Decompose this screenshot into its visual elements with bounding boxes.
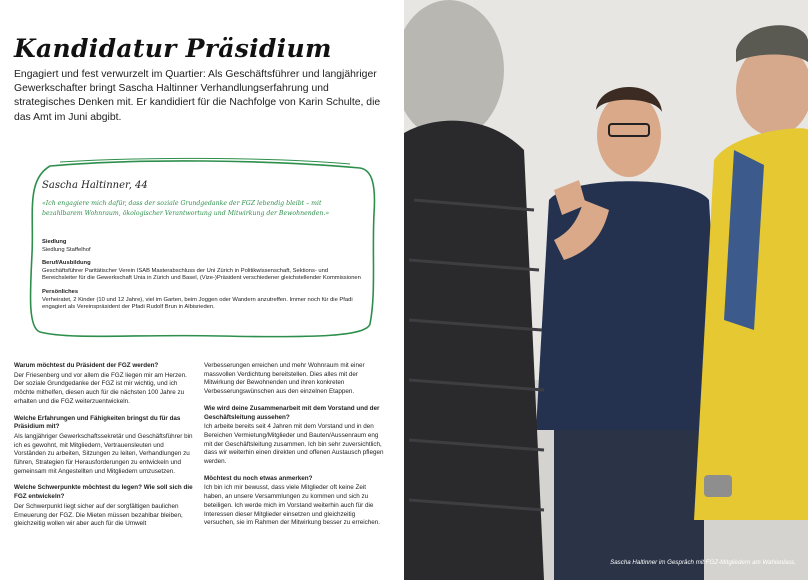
candidate-profile-card [30, 162, 365, 334]
interview-answer: Als langjähriger Gewerkschaftssekretär und Geschäftsführer bin ich es gewohnt, mit Mitgliedern, Vertrauensleuten und Vorständen zu arbeiten, Sitzungen zu leiten, Verhandlungen zu führen, Strategien für Herausforderungen zu entwickeln und gemeinsam mit Angestellten und Mitgliedern umzusetzen. [14, 432, 193, 475]
interview-answer: Verbesserungen erreichen und mehr Wohnraum mit einer massvollen Verdichtung bereitstellen. Dies alles mit der Mitwirkung der Bewohnenden und ihren konkreten Verbesserungswünschen aus den einzelnen Etappen. [204, 362, 365, 396]
article-text-page [0, 0, 403, 580]
article-title: Kandidatur Präsidium [14, 34, 332, 63]
photo-caption: Sascha Haltinner im Gespräch mit FGZ-Mitgliedern am Wahlanlass. [610, 559, 796, 566]
interview-question: Welche Schwerpunkte möchtest du legen? Wie soll sich die FGZ entwickeln? [14, 484, 193, 501]
black-jacket [404, 121, 544, 580]
candidate-quote: «Ich engagiere mich dafür, dass der soziale Grundgedanke der FGZ lebendig bleibt – mit bezahlbarem Wohnraum, ökologischer Verantwortung und Mitwirkung der Bewohnenden.» [42, 200, 330, 217]
siedlung-value: Siedlung Staffelhof [42, 246, 91, 253]
candidate-name: Sascha Haltinner, 44 [42, 180, 148, 191]
interview-column-2 [204, 362, 384, 536]
candidate-info [42, 233, 362, 312]
interview-column-1 [14, 362, 194, 537]
event-photo [404, 0, 808, 580]
navy-shirt [536, 181, 722, 430]
interview-question: Welche Erfahrungen und Fähigkeiten bringst du für das Präsidium mit? [14, 414, 181, 431]
beruf-value: Geschäftsführer Paritätischer Verein ISAB Masterabschluss der Uni Zürich in Politikwissenschaft, Sektions- und Bereichsleiter für die Gewerkschaft Unia in Zürich und Basel, (Vize-)Präsident verschiedener gleichstellender Kommissionen [42, 267, 361, 282]
interview-answer: Ich arbeite bereits seit 4 Jahren mit dem Vorstand und in den Bereichen Vermietung/Mitglieder und Bauten/Aussenraum eng mit der Geschäftsleitung zusammen. Ich bin sehr zuversichtlich, dass wir weiterhin einen direkten und offenen Austausch pflegen werden. [204, 423, 384, 466]
beruf-label: Beruf/Ausbildung [42, 260, 91, 267]
interview-question: Warum möchtest du Präsident der FGZ werden? [14, 362, 159, 369]
photo-illustration [404, 0, 808, 580]
interview-answer: Der Schwerpunkt liegt sicher auf der sorgfältigen baulichen Erneuerung der FGZ. Die Mieten müssen bezahlbar bleiben, gleichzeitig wollen wir aber auch für die Umwelt [14, 502, 183, 528]
persoenlich-label: Persönliches [42, 288, 79, 295]
interview-question: Wie wird deine Zusammenarbeit mit dem Vorstand und der Geschäftsleitung aussehen? [204, 404, 380, 421]
interview-question: Möchtest du noch etwas anmerken? [204, 474, 313, 482]
article-lead: Engagiert und fest verwurzelt im Quartier: Als Geschäftsführer und langjähriger Gewerkschafter bringt Sascha Haltinner Verhandlungserfahrung und strategisches Denken mit. Er kandidiert für die Nachfolge von Karin Schulte, die das Amt im Juni abgibt. [14, 69, 381, 123]
siedlung-label: Siedlung [42, 239, 67, 245]
interview-answer: Ich bin ich mir bewusst, dass viele Mitglieder oft keine Zeit haben, an unsere Versammlungen zu kommen und sich zu beteiligen. Ich werde mich im Vorstand weiterhin auch für die Interessen dieser Mitglieder einsetzen und gleichzeitig versuchen, sie im Rahmen der Mitwirkung besser zu erreichen. [204, 484, 381, 527]
interview-answer: Der Friesenberg und vor allem die FGZ liegen mir am Herzen. Der soziale Grundgedanke der FGZ ist mir wichtig, und ich möchte mithelfen, diesen auch für die nächsten 100 Jahre zu erhalten und die FGZ weiterzuentwickeln. [14, 371, 187, 405]
persoenlich-value: Verheiratet, 2 Kinder (10 und 12 Jahre), viel im Garten, beim Joggen oder Wandern anzutreffen. Immer noch für die Pfadi engagiert als Vereinspräsident der Pfadi Rudolf Brun in Albisrieden. [42, 296, 353, 311]
